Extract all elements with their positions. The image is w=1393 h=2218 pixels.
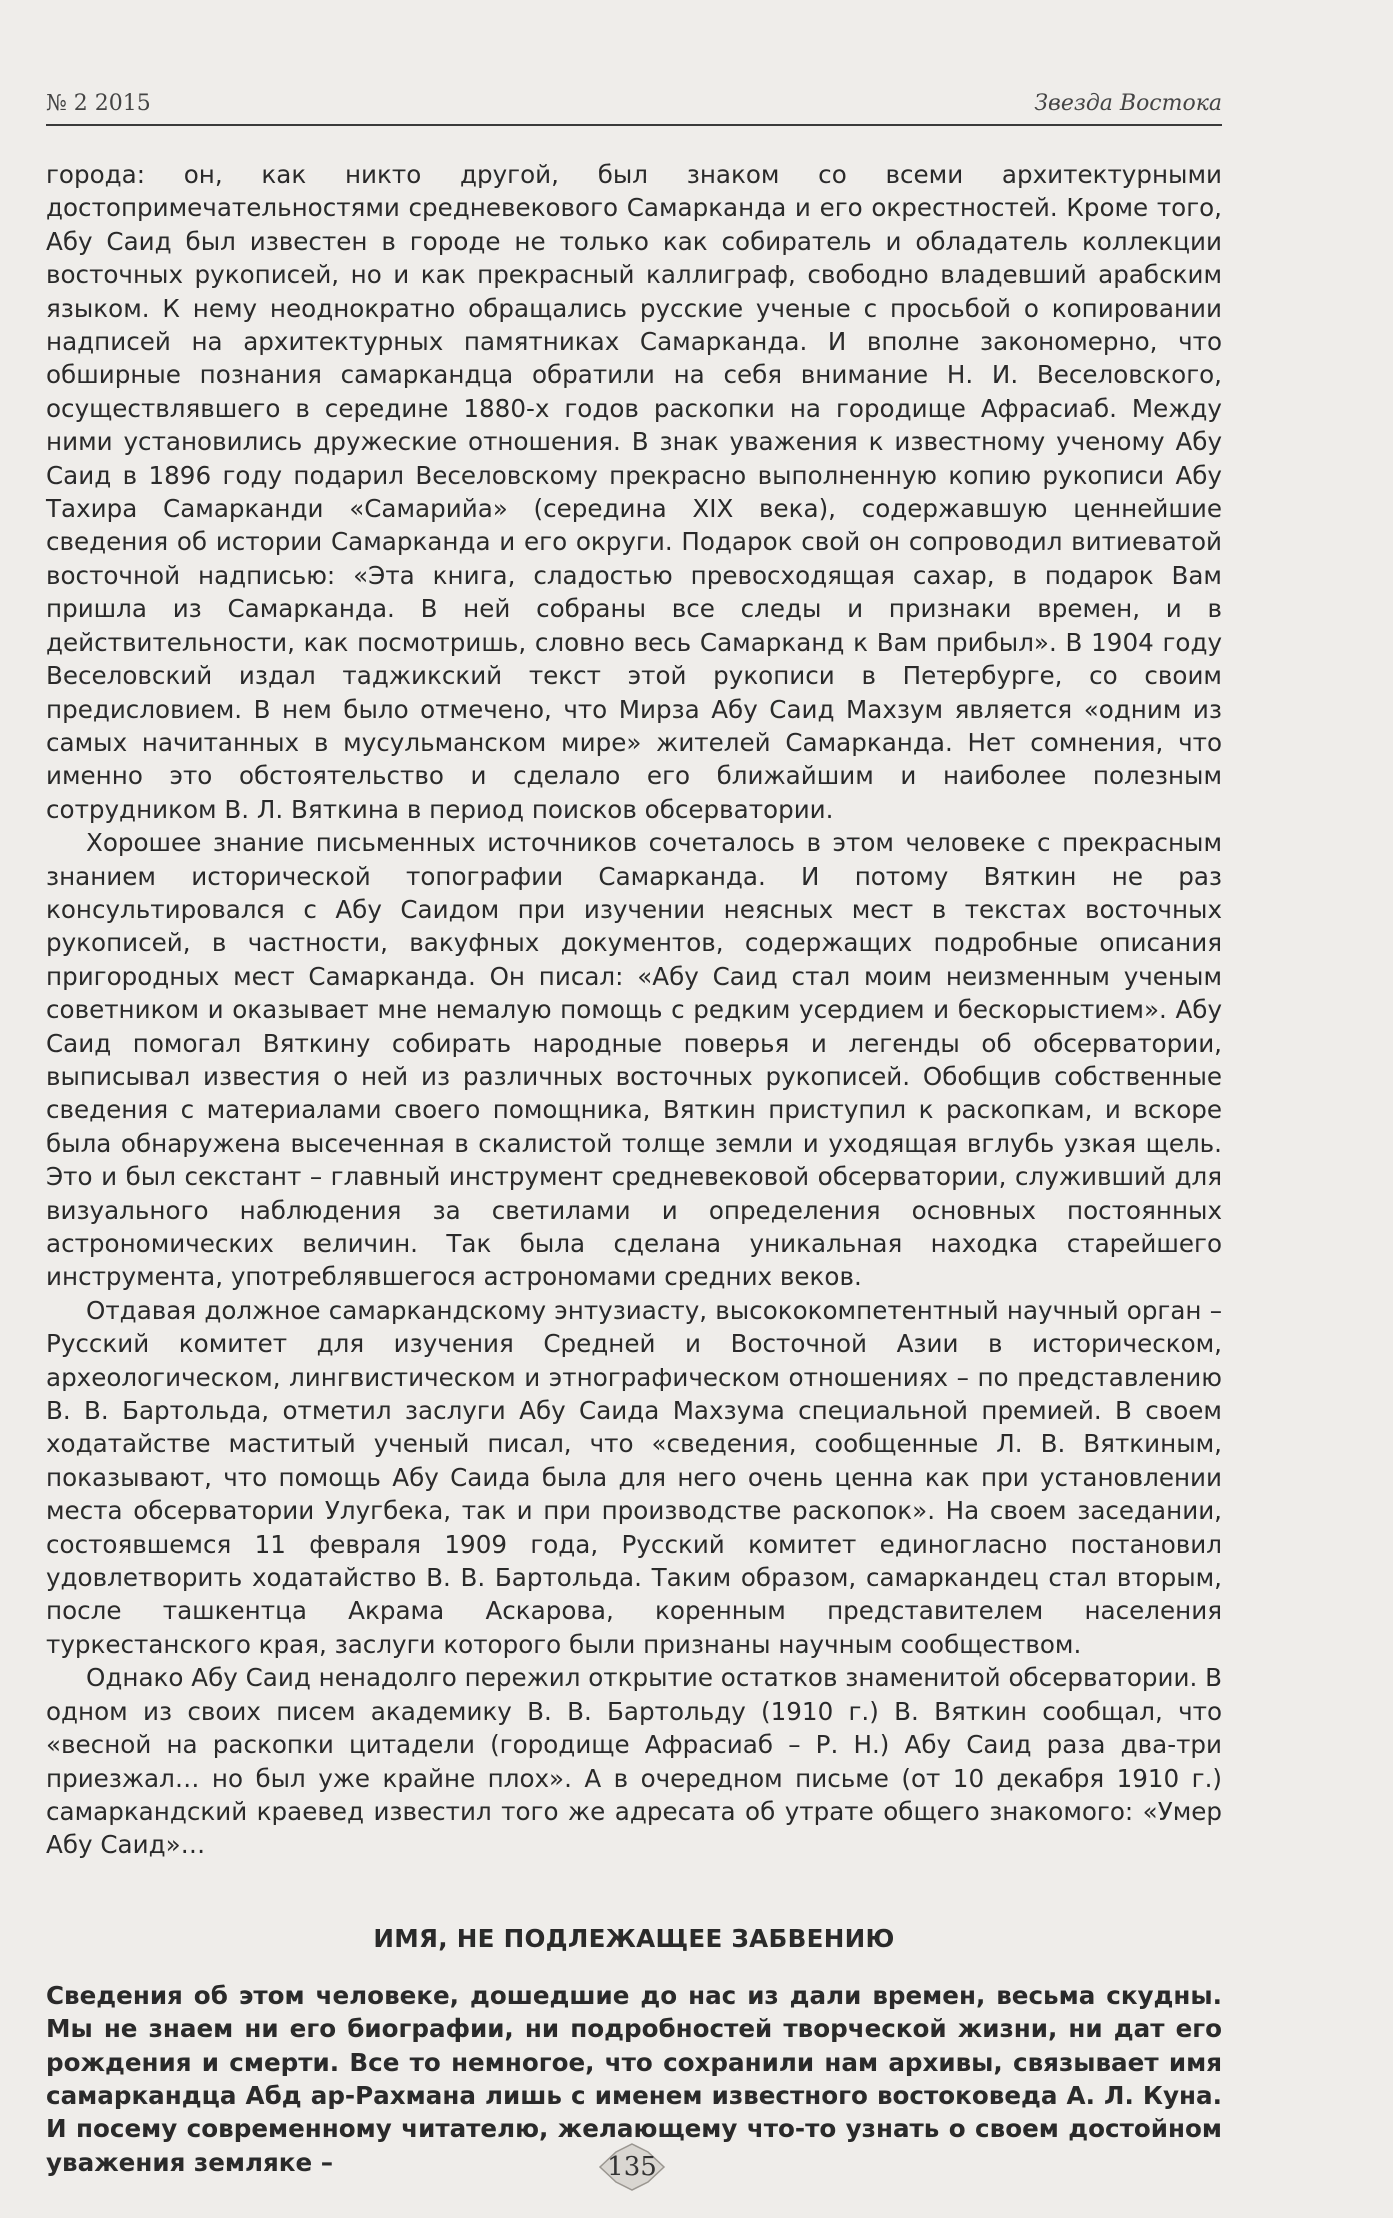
paragraph: города: он, как никто другой, был знаком со всеми архитектурными достопримечательностями средневекового Самарканда и его окрестностей. Кроме того, Абу Саид был известен в городе не только как собиратель и обладатель коллекции восточных рукописей, но и как прекрасный каллиграф, свободно владевший арабским языком. К нему неоднократно обращались русские ученые с просьбой о копировании надписей на архитектурных памятниках Самарканда. И вполне закономерно, что обширные познания самаркандца обратили на себя внимание Н. И. Веселовского, осуществлявшего в середине 1880-х годов раскопки на городище Афрасиаб. Между ними установились дружеские отношения. В знак уважения к известному ученому Абу Саид в 1896 году подарил Веселовскому прекрасно выполненную копию рукописи Абу Тахира Самарканди «Самарийа» (середина XIX века), содержавшую ценнейшие сведения об истории Самарканда и его округи. Подарок свой он сопроводил витиеватой восточной надписью: «Эта книга, сладостью превосходящая сахар, в подарок Вам пришла из Самарканда. В ней собраны все следы и признаки времен, и в действительности, как посмотришь, словно весь Самарканд к Вам прибыл». В 1904 году Веселовский издал таджикский текст этой рукописи в Петербурге, со своим предисловием. В нем было отмечено, что Мирза Абу Саид Махзум является «одним из самых начитанных в мусульманском мире» жителей Самарканда. Нет сомнения, что именно это обстоятельство и сделало его ближайшим и наиболее полезным сотрудником В. Л. Вяткина в период поисков обсерватории.	[46, 160, 1222, 824]
article-body	[46, 158, 1222, 2179]
section-lead: Сведения об этом человеке, дошедшие до нас из дали времен, весьма скудны. Мы не знаем ни его биографии, ни подробностей творческой жизни, ни дат его рождения и смерти. Все то немногое, что сохранили нам архивы, связывает имя самаркандца Абд ар-Рахмана лишь с именем известного востоковеда А. Л. Куна. И посему современному читателю, желающему что-то узнать о своем достойном уважения земляке –	[46, 1980, 1222, 2177]
issue-number: № 2 2015	[46, 91, 151, 116]
journal-title: Звезда Востока	[1034, 91, 1222, 116]
page-number-badge	[598, 2142, 666, 2192]
paragraph: Отдавая должное самаркандскому энтузиасту, высококомпетентный научный орган – Русский комитет для изучения Средней и Восточной Азии в историческом, археологическом, лингвистическом и этнографическом отношениях – по представлению В. В. Бартольда, отметил заслуги Абу Саида Махзума специальной премией. В своем ходатайстве маститый ученый писал, что «сведения, сообщенные Л. В. Вяткиным, показывают, что помощь Абу Саида была для него очень ценна как при установлении места обсерватории Улугбека, так и при производстве раскопок». На своем заседании, состоявшемся 11 февраля 1909 года, Русский комитет единогласно постановил удовлетворить ходатайство В. В. Бартольда. Таким образом, самаркандец стал вторым, после ташкентца Акрама Аскарова, коренным представителем населения туркестанского края, заслуги которого были признаны научным сообществом.	[46, 1295, 1222, 1659]
paragraph: Однако Абу Саид ненадолго пережил открытие остатков знаменитой обсерватории. В одном из своих писем академику В. В. Бартольду (1910 г.) В. Вяткин сообщал, что «весной на раскопки цитадели (городище Афрасиаб – Р. Н.) Абу Саид раза два-три приезжал… но был уже крайне плох». А в очередном письме (от 10 декабря 1910 г.) самаркандский краевед известил того же адресата об утрате общего знакомого: «Умер Абу Саид»…	[46, 1663, 1222, 1860]
paragraph: Хорошее знание письменных источников сочеталось в этом человеке с прекрасным знанием исторической топографии Самарканда. И потому Вяткин не раз консультировался с Абу Саидом при изучении неясных мест в текстах восточных рукописей, в частности, вакуфных документов, содержащих подробные описания пригородных мест Самарканда. Он писал: «Абу Саид стал моим неизменным ученым советником и оказывает мне немалую помощь с редким усердием и бескорыстием». Абу Саид помогал Вяткину собирать народные поверья и легенды об обсерватории, выписывал известия о ней из различных восточных рукописей. Обобщив собственные сведения с материалами своего помощника, Вяткин приступил к раскопкам, и вскоре была обнаружена высеченная в скалистой толще земли и уходящая вглубь узкая щель. Это и был секстант – главный инструмент средневековой обсерватории, служивший для визуального наблюдения за светилами и определения основных постоянных астрономических величин. Так была сделана уникальная находка старейшего инструмента, употреблявшегося астрономами средних веков.	[46, 828, 1222, 1292]
running-header	[46, 84, 1222, 126]
page-number: 135	[607, 2152, 657, 2182]
section-heading: ИМЯ, НЕ ПОДЛЕЖАЩЕЕ ЗАБВЕНИЮ	[373, 1923, 895, 1953]
